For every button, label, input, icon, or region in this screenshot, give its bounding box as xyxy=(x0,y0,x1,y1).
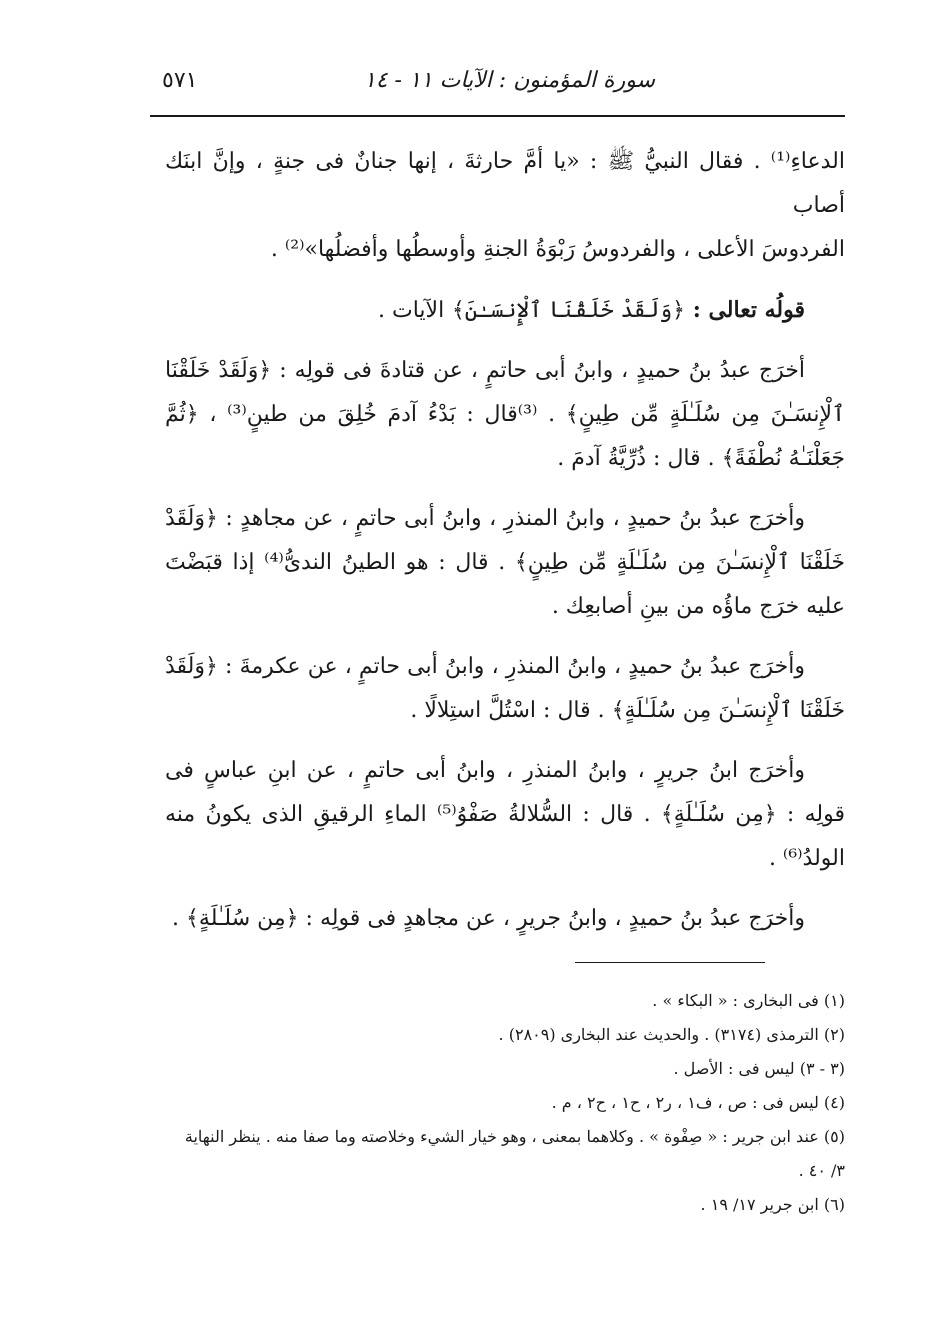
paragraph-1 xyxy=(165,140,845,272)
paragraph-1-line-2: الفردوسَ الأعلى ، والفردوسُ رَبْوَةُ الجنةِ وأوسطُها وأفضلُها»⁽²⁾ . xyxy=(270,237,845,262)
footnote-2: (٢) الترمذى (٣١٧٤) . والحديث عند البخارى (٢٨٠٩) . xyxy=(498,1025,845,1044)
main-text xyxy=(165,140,845,957)
footnotes xyxy=(165,984,845,1222)
header-rule xyxy=(150,115,845,117)
paragraph-4: وأخرَج عبدُ بنُ حميدٍ ، وابنُ المنذرِ ، وابنُ أبى حاتمٍ ، عن عكرمةَ : ﴿وَلَقَدْ خَلَقْنَا ٱلْإِنسَـٰنَ مِن سُلَـٰلَةٍ﴾ . قال : اسْتُلَّ استِلالًا . xyxy=(165,654,845,723)
paragraph-1-line-1: الدعاءِ⁽¹⁾ . فقال النبيُّ ﷺ : «يا أمَّ حارثةَ ، إنها جنانٌ فى جنةٍ ، وإنَّ ابنَك أصاب xyxy=(165,149,845,218)
running-header xyxy=(150,62,845,102)
footnote-6: (٦) ابن جرير ١٧/ ١٩ . xyxy=(700,1195,845,1214)
paragraph-5: وأخرَج ابنُ جريرٍ ، وابنُ المنذرِ ، وابنُ أبى حاتمٍ ، عن ابنِ عباسٍ فى قولِه : ﴿مِن سُلَـٰلَةٍ﴾ . قال : السُّلالةُ صَفْوُ⁽⁵⁾ الماءِ الرقيقِ الذى يكونُ منه الولدُ⁽⁶⁾ . xyxy=(165,758,845,871)
page-number: ٥٧١ xyxy=(162,68,198,93)
paragraph-2: أخرَج عبدُ بنُ حميدٍ ، وابنُ أبى حاتمٍ ، عن قتادةَ فى قولِه : ﴿وَلَقَدْ خَلَقْنَا ٱلْإِنسَـٰنَ مِن سُلَـٰلَةٍ مِّن طِينٍ﴾ . ⁽³⁾قال : بَدْءُ آدمَ خُلِقَ من طينٍ⁽³⁾ ، ﴿ثُمَّ جَعَلْنَـٰهُ نُطْفَةً﴾ . قال : ذُرِّيَّةُ آدمَ . xyxy=(165,358,845,471)
footnote-5-line-2: ٣/ ٤٠ . xyxy=(798,1161,845,1180)
paragraph-6: وأخرَج عبدُ بنُ حميدٍ ، وابنُ جريرٍ ، عن مجاهدٍ فى قولِه : ﴿مِن سُلَـٰلَةٍ﴾ . xyxy=(172,906,805,931)
paragraph-3: وأخرَج عبدُ بنُ حميدٍ ، وابنُ المنذرِ ، وابنُ أبى حاتمٍ ، عن مجاهدٍ : ﴿وَلَقَدْ خَلَقْنَا ٱلْإِنسَـٰنَ مِن سُلَـٰلَةٍ مِّن طِينٍ﴾ . قال : هو الطينُ الندىُّ⁽⁴⁾ إذا قبَضْتَ عليه خرَج ماؤُه من بينِ أصابعِك . xyxy=(165,506,845,619)
footnote-4: (٤) ليس فى : ص ، ف١ ، ر٢ ، ح١ ، ح٢ ، م . xyxy=(551,1093,845,1112)
header-title: سورة المؤمنون : الآيات ١١ - ١٤ xyxy=(363,68,655,93)
verse-heading-label: قولُه تعالى : xyxy=(692,297,805,323)
verse-heading-quran: ﴿وَلَقَدْ خَلَقْنَا ٱلْإِنسَـٰنَ﴾ xyxy=(451,298,686,323)
footnote-3: (٣ - ٣) ليس فى : الأصل . xyxy=(673,1059,845,1078)
footnote-rule xyxy=(575,962,765,963)
footnote-5-line-1: (٥) عند ابن جرير : « صِفْوة » . وكلاهما بمعنى ، وهو خيار الشيء وخلاصته وما صفا منه . ينظر النهاية xyxy=(184,1127,845,1146)
footnote-1: (١) فى البخارى : « البكاء » . xyxy=(652,991,845,1010)
verse-heading xyxy=(165,288,845,333)
verse-heading-tail: الآيات . xyxy=(378,298,445,323)
